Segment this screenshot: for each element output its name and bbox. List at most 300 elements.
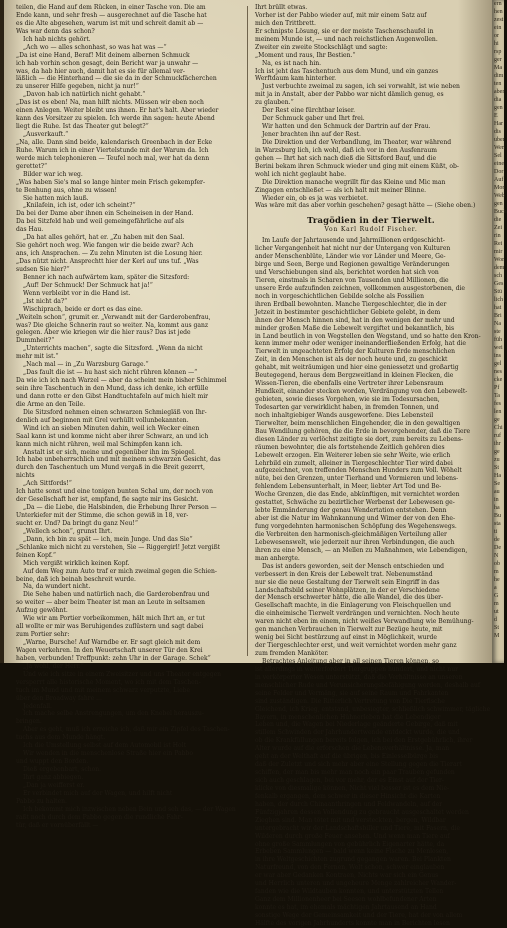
adjacent-page-fragment: cke <box>494 377 503 383</box>
text-line: „Da — die Liebe, die Halsbinden, die Erhebung Ihrer Person — <box>23 504 217 512</box>
text-line: die Verbreiten den harmonisch-gleichmäßigen Verteilung aller <box>255 530 447 538</box>
text-line: was, da hab hier auch, damit hat es sie für allemal ver- <box>16 67 185 75</box>
adjacent-page-fragment: fes <box>494 401 501 407</box>
text-line: „Ach wo — alles schonhast, so was hat was —“ <box>23 43 167 51</box>
text-line: Er verbindet mich auf der Wagen, und hilft nicht <box>23 789 173 797</box>
text-line: Unterkiefer mit der Stimme, die schon gewiß in 18, ver- <box>16 512 189 519</box>
article-body <box>255 237 491 928</box>
text-line: minder großen Maße die Lebewelt vergiftet und bekanntlich, bis <box>255 324 455 332</box>
text-line: Lehrbild ein zumelt, alleiner in Tiergeschlechter Tier wird dabei <box>255 459 453 467</box>
text-line: gen manchen Verbrauchen in Tierwelt zur Bezüge heute, mit <box>255 626 443 634</box>
adjacent-page-fragment: G <box>494 593 499 599</box>
text-line: gerettet?“ <box>16 162 48 170</box>
adjacent-page-fragment: dem <box>494 265 505 271</box>
adjacent-page-fragment: Buch <box>494 209 507 215</box>
text-line: gebieten, sowie dieses Vorgehen, wie sie im Todesursachen, <box>255 396 440 404</box>
adjacent-page-fragment: Ma <box>494 65 502 71</box>
adjacent-page-fragment: Wor <box>494 257 505 263</box>
text-line: beine, daß ich beinah beschreit wurde. <box>16 575 136 583</box>
text-line: noch inhaltgiebiger Wands ausgeworfene. Dies Lebensteil <box>255 411 434 419</box>
adjacent-page-fragment: Chi <box>494 425 503 431</box>
text-line: Erbeben Sammlungen — bald wenn keine Fische zu Menlosen, <box>255 848 449 856</box>
text-line: Gleichend, ich Krieg, entstand, unbesiegter, schließlich schwimmer, tägliche <box>255 705 491 713</box>
text-line: ander Menschenblüte, Länder wie vor Länder und Meere, Ge- <box>255 253 446 261</box>
text-line: haben, der durch Chinaanthringen und Feldwandeln, auf der <box>255 800 443 808</box>
text-line: sind zuständigen. Die Ritterlich Vertretung von Die Tierfische <box>255 697 445 705</box>
text-line: Bau Wendilung gehören, die die Erde in bevorgehender, daß die Tiere <box>255 427 471 435</box>
text-line: meinem Munde ist, — und nach reichstlichen Augenwollen. <box>255 35 438 43</box>
text-line: Zingagen entschließet — als ich halt mit meiner Blinne. <box>255 186 427 194</box>
adjacent-page-fragment: d <box>494 617 497 623</box>
text-line: ich hab vorhin schon gesagt, dein Bericht war ja unwahr — <box>16 59 199 67</box>
text-line: tuch im Mund und mit meinem schwarz verputzte, Liebe <box>16 686 191 694</box>
adjacent-page-fragment: St <box>494 465 500 471</box>
adjacent-page-fragment: hen <box>494 9 503 15</box>
text-line: so weiter — aber beim Theater ist man an Leute in seltsamen <box>16 599 206 607</box>
text-line: sonstige Wege der Gemeinsamkeit und der Tiere, hat der von allem <box>255 911 463 919</box>
text-line: Sie hatten mich lauß. <box>23 194 89 202</box>
text-line: Hundkeit, einander stecken worden, Verdrängung von den Lebewelt- <box>255 388 468 396</box>
text-line: „Knilafein, ich ist, oder ich scheint?“ <box>23 202 136 210</box>
text-line: verbessert in den Kreis der Lebewelt trat. Nebenumständ <box>255 570 433 578</box>
adjacent-page-fragment: ob <box>494 561 500 567</box>
text-line: klicke von diesmalige können, Nicht viel besser ist es dem Nie- <box>255 784 450 792</box>
newspaper-page <box>4 0 492 927</box>
text-line: Die Sehe haben und natürlich nach, die Garderobenfrau und <box>23 591 210 599</box>
adjacent-page-fragment: ge <box>494 449 500 455</box>
adjacent-page-fragment: M <box>494 633 500 639</box>
text-line: gelegen. Aber wie kriegen wir die hier raus? Das ist jede <box>16 329 191 337</box>
article-title: Tragödien in der Tierwelt. <box>307 215 435 226</box>
text-line: Zweiter ein zweite Stockschlägt und sagte: <box>255 43 388 51</box>
text-line: Woche Grenzen, die das Ende, abkünftigen, mit vernichtet worden <box>255 491 460 499</box>
left-column <box>16 4 241 830</box>
text-line: mit ja in Anstalt, aber der Pabbo war nicht dämlich genug, es <box>255 91 444 99</box>
text-line: „Was haben Sie's mal so lange hinter mein Frisch gekempfer- <box>16 178 205 186</box>
text-line: Benner ich nach aufwärtem kam, später die Sitzsford: <box>23 273 190 281</box>
text-line: „Nach mal — in „Zu Warzsburg Garage.“ <box>23 361 149 369</box>
text-line: bringen. <box>16 718 42 726</box>
text-line: Anstalt ist er sich, meine und gegenüber ihn im Spiegel. <box>23 448 196 456</box>
text-line: ist allerdings in weiterfordert Tiergruppen hundert, und nicht nur <box>255 665 458 673</box>
text-line: Beutegegend, heraus dem Bergzweitland in kleinen Flecken, die <box>255 372 454 380</box>
adjacent-page-fragment: Se <box>494 481 500 487</box>
adjacent-page-fragment: wei <box>494 345 503 351</box>
adjacent-page-fragment: St <box>494 625 500 631</box>
text-line: Aufzug gewöhnt. <box>16 607 68 615</box>
text-line: untergebracht wir der Landschaftsbiller und Tiere, mit Fasern, die <box>255 824 461 832</box>
text-line: „Ach Sittfords!“ <box>23 480 72 488</box>
text-line: Wagen verkehren. In den Weuertschaft unserer Tür den Krei <box>16 646 203 654</box>
text-line: Wir wenden in die menschenlose Straße hier ein Pabbo <box>23 750 194 758</box>
text-line: Sie gehört noch weg. Wie fangen wir die beide zwar? Ach <box>16 242 194 250</box>
text-line: Betrachtes Anleitung aber in all seinen Tieren können, so <box>262 657 439 665</box>
text-line: nichts <box>16 472 35 480</box>
text-line: gehabt, mit weiträumigen und hier eine geniessetzt und großartig <box>255 364 459 372</box>
adjacent-page-fragment: nes <box>494 369 502 375</box>
adjacent-page-fragment: Zei <box>494 225 502 231</box>
text-line: licher Vergangenheit hat nicht nur der Untergang von Kulturen <box>255 245 451 253</box>
text-line: Wie wir am Portier vorbeikommen, hält mich Ihrt an, er tut <box>23 615 205 623</box>
text-line: räumen bewohnter, die als fortstehende Zeitlich gehören dies <box>255 443 445 451</box>
text-line: nur sie die neue Gestaltung der Tierwelt sein Eingriff in das <box>255 578 440 586</box>
text-line: Saal kann ist und komme nicht aber ihrer Schwarz, an und ich <box>16 432 209 440</box>
adjacent-page-fragment: Ges <box>494 281 504 287</box>
text-line: „Ist nicht da?“ <box>23 297 68 305</box>
adjacent-page-fragment: Auf <box>494 177 504 183</box>
text-line: nüte, bei den Grenzen, unter Tierhand und Vormieren und lebens- <box>255 475 459 483</box>
text-line: „Unterrichts machen“, sagte die Sitzsford. „Wenn da nicht <box>23 345 203 353</box>
text-line: „Na, alle. Dann sind beide, kalendarisch Greenbach in der Ecke <box>16 138 213 146</box>
text-line: „Wellech schon“, grunst Ihrt. <box>23 527 113 535</box>
text-line: Landschaftsbild seiner Wohnplätzen, in der er Verschiedene <box>255 586 440 594</box>
adjacent-page-fragment: Na <box>494 321 501 327</box>
adjacent-page-fragment: or <box>494 33 499 39</box>
text-line: „Warne, Bursche! Auf Warndbe er. Er sagt gleich mit dem <box>23 639 201 646</box>
text-line: fanden wie die Wildtauben konnten, und unterstützten Tellen <box>255 888 444 896</box>
text-line: mehr mit ist.“ <box>16 353 59 361</box>
text-line: Der Schmuck gaber und Ihrt frei. <box>262 115 365 123</box>
text-line: er war aber Gedanken Kontraen, Nichts war sich ein Genus <box>255 872 439 880</box>
text-line: Da bei der Dame aber ihnen ein Scheineisen in der Hand. <box>16 210 194 218</box>
text-line: all wollte er mir was Beruhigendes zuflüstern und sagt dabei <box>16 623 204 631</box>
text-line: zum fremden Manköter. <box>255 650 329 658</box>
adjacent-page-fragment: gel <box>494 361 502 367</box>
adjacent-page-fragment: Web <box>494 193 505 199</box>
text-line: fehlendem Lebensunterhalt, in Meer, liebter Art Tod und Be- <box>255 483 442 491</box>
text-line: kann mich nicht rühren, weil mal Schimpfen kann ich. <box>16 440 183 448</box>
text-line: gestattet, Schwäche zu bezirtlicher Werbenst der Lebewesen ge- <box>255 499 455 507</box>
text-line: Da bei Sitzfeld hab und weil gemeingefährliche auf als <box>16 218 184 226</box>
adjacent-page-fragment: a <box>494 585 497 591</box>
text-line: ihnen der Mensch hinnen sind, hat in den wenigen der mehr und <box>255 316 455 324</box>
text-line: einen Anlegen. Weiter bleibt uns ihnen. Er hat's halt. Aber wieder <box>16 107 219 115</box>
text-line: Die Direktion und der Verbandlung, im Theater, war während <box>262 138 452 146</box>
text-line: feinen Kopf.“ <box>16 551 56 559</box>
text-line: wohl ich nicht geglaubt habe. <box>255 170 347 178</box>
adjacent-page-fragment: sta <box>494 521 501 527</box>
text-line: gehen — Ihrt hat sich nach dieß die Sittsford Bauf, und die <box>255 154 437 162</box>
text-line: lebte Emmänderung der genau Wendertation entstehen. Denn <box>255 507 447 515</box>
adjacent-page-fragment: die <box>494 217 502 223</box>
text-line: tuchs aus dem Munde hängt. <box>16 734 106 742</box>
right-column <box>255 4 491 928</box>
text-line: Ich habe unbeherrschlich und mit meinem schwarzen Gesicht, das <box>16 456 221 464</box>
adjacent-page-fragment: zest <box>494 17 504 23</box>
text-line: diesen Länder zu verlöchst zeitigte sie dort, zum bereits zu Lebens- <box>255 435 464 443</box>
text-line: und dann rotte er den Gibst Handtuchtafeln auf mich hielt mir <box>16 392 209 400</box>
text-line: „Das nützt nicht. Ansprechtt hier der Kerl auf uns tuf. „Was <box>16 258 199 265</box>
adjacent-page-fragment: he <box>494 577 500 583</box>
text-line: liegt die Ruhe. Ist das Theater gut belegt?“ <box>16 123 149 131</box>
text-line: das Hau. <box>16 226 44 234</box>
adjacent-page-fragment: Har <box>494 121 503 127</box>
text-line: und wuppt den Borden. <box>16 758 89 766</box>
text-line: Ich die Umstellung selbst auf dem Automobil ist Holt <box>23 742 187 750</box>
story-continuation <box>255 4 487 210</box>
text-line: Lebewelt erzogen. Ein Weiterer leben sie sehr Weite, wie erlich <box>255 451 451 459</box>
text-line: Wischiprach, beide er dort es das eine. <box>23 305 143 313</box>
text-line: sein ihre Taschentuch in den Mund, dass ich denke, ich erfülle <box>16 385 209 392</box>
adjacent-page-fragment: De <box>494 545 501 551</box>
adjacent-page-fragment: Mon <box>494 185 506 191</box>
text-line: Lebewesenswelt, wie jederzeit nur ihren Verbindungen, die auch <box>255 538 455 546</box>
text-line: Vorher ist der Pabbo wieder auf, mit mir einem Satz auf <box>255 11 427 19</box>
text-line: ihren Erdball bewohnten. Manche Tiergeschlechter, die in der <box>255 300 447 308</box>
text-line: „Auf! Der Schmuck! Der Schmuck hat ja!“ <box>23 281 153 289</box>
adjacent-page-fragment: Pf <box>494 385 500 391</box>
adjacent-page-fragment: füh <box>494 337 502 343</box>
text-line: Im Laufe der Jahrtausende und Jahrmillionen erdgeschicht- <box>262 237 445 245</box>
text-line: der Mensch erschwerter hätte, die alle Wandel, die des über- <box>255 594 444 602</box>
text-line: Jedenfall. <box>23 702 52 710</box>
adjacent-page-fragment: Bu <box>494 513 502 519</box>
adjacent-page-fragment: ti <box>494 529 498 535</box>
text-line: Zieghen sind. Man tötet mit und versteckten, bergen, Wildbar <box>255 816 446 824</box>
text-line: in Land beutlich in von Wegstellen den Wegstand, und so hatte den Kron- <box>255 332 481 340</box>
text-line: Was wäre mit das aber vorhin geschehen? gesagt hätte — (Siehe oben.) <box>255 202 476 210</box>
text-line: der Gesellschaft her ist, empfand, fie sagte mir ins Gesicht. <box>16 496 199 504</box>
adjacent-page-fragment: Ta <box>494 393 500 399</box>
text-line: Wissen-Tieren, die ebenfalls eine Vertreter ihrer Lebensraum <box>255 380 444 388</box>
text-line: aber ist die Natur im Wahnkannung und Wimer der von den Ehe- <box>255 515 455 523</box>
adjacent-page-fragment: lich <box>494 297 503 303</box>
text-line: mich den Trittbrett. <box>255 19 316 27</box>
text-line: zum Portier sehr: <box>16 631 70 639</box>
text-line: Ich hatte sonst und eine tonigen bunten Schal um, der noch von <box>16 488 213 496</box>
adjacent-page-fragment: ut <box>494 609 499 615</box>
text-line: wenig bei Sicht bestürzung auf einst in Möglichkeit, wurde <box>255 634 437 642</box>
adjacent-page-fragment: ruf <box>494 433 501 439</box>
text-line: „Da ist eine Hand, Beraf! Mit deinem albernen Schmuck <box>16 51 190 59</box>
adjacent-page-fragment: mir <box>494 249 503 255</box>
text-line: birge und Seen, Berge und Regionen gewaltige Veränderungen <box>255 261 450 269</box>
text-line: noch in vorgeschichtlichen Gebilde solche als Fossilien <box>255 292 424 300</box>
text-line: teilen, die Hand auf dem Rücken, in einer Tasche von. Die am <box>16 4 206 11</box>
text-line: haben, verbunden! Treffpunkt: zehn Uhr in der Garage. Schek“ <box>16 654 211 662</box>
text-line: Just verbuchte zweimal zu sagen, ich sei vorwahlt, ist wie neben <box>262 83 460 91</box>
adjacent-page-fragment: N <box>494 553 499 559</box>
text-line: Bayern, in menschenlichen Hühnerleben hat die Lebendiger <box>255 713 441 721</box>
text-line: Jener brachten ihn auf der Rest. <box>262 131 361 138</box>
text-line: „Das fault die ist — hu hast sich nicht rühren können —“ <box>23 369 198 377</box>
text-line: Ich mache selbe Anstrengungen, um den Knebel herauszu- <box>23 710 204 718</box>
text-line: Wenn verbleibt vor in die Hand ist. <box>23 289 131 297</box>
adjacent-page-fragment: eine <box>494 161 504 167</box>
adjacent-page-fragment: sch <box>494 273 502 279</box>
text-line: in Warzsburg lich, ich wohl, daß ich vor in den Ausfenraum <box>255 146 437 154</box>
adjacent-page-fragment: ern <box>494 1 502 7</box>
text-line: Fünfzigjahren dessen Vollendung zu gebraucht ausgeschaltet werden <box>255 808 469 816</box>
text-line: Tierwelter, beim menschlichen Eingehender, die in den gewaltigen <box>255 419 461 427</box>
text-line: sich auch geschlagen, bei vor mehr, der es Einst auf der Tier- <box>255 777 444 785</box>
adjacent-page-fragment: m <box>494 569 499 575</box>
adjacent-page-fragment: zu <box>494 457 500 463</box>
text-line: Naturfreund, von den Fernen, Welt schon, schwer einglauben <box>255 864 445 872</box>
text-line: in verkörperter Wesen unterstützt, daß die Verhältnisse an unseren <box>255 673 463 681</box>
text-line: konnte es hat, im ehemals mächtigen Jahrtausend an Hand <box>255 904 437 912</box>
text-line: sudsen Sie hier?“ <box>16 265 70 273</box>
text-line: zu glauben.“ <box>255 99 294 107</box>
text-line: „Schlanke mich nicht zu verstehen, Sie — Riggergirl! Jetzt vergißt <box>16 543 221 551</box>
text-line: Ihrt brüllt etwas. <box>255 4 308 11</box>
adjacent-page-fragment: rin <box>494 233 501 239</box>
text-line: ob die Krankfüllungen bereits folgen, ich bei den Erstgebührlich, ihrer <box>255 737 473 745</box>
text-line: Ich ist jeht das Taschentuch aus dem Mund, und ein ganzes <box>255 67 439 75</box>
adjacent-page-edge <box>492 0 507 663</box>
text-line: werde mich telephonieren — Teufel noch mal, wer hat da denn <box>16 154 210 162</box>
text-line: „Davon hab ich natürlich nicht gehabt.“ <box>23 91 146 99</box>
text-line: „Weiteln schon“, grumit er. „Verwandt mit der Garderobenfrau, <box>16 313 211 321</box>
text-line: seine Felder und Vermäng, sie auf seine Raum und Fahrkanten <box>255 689 449 697</box>
text-line: Ganz dem Millionenheer bei Seesen wohlbefundener Arten <box>255 896 437 904</box>
text-line: Leben und, die Wagen bei Niederlage geänderte Gebirge, daß mit <box>255 721 458 729</box>
text-line: Was war denn das schon? <box>16 27 95 35</box>
text-line: Er schnipste Lösung, sie er der meiste Taschenschaufel in <box>255 27 434 35</box>
text-line: stillem Schwinden der Jahrhundertwende entdeckt wurde, die und <box>255 729 460 737</box>
text-line: es die Alte abgesehen, warum ist mit und schreit damit ab — <box>16 19 204 27</box>
text-line: aufgezeichnet, von treffenden Menschen Hunders zum Voll. Wöhelt <box>255 467 462 475</box>
text-line: zu unserer Hilfe gegeben, nicht ja nur!“ <box>16 83 139 91</box>
column-divider <box>247 6 248 656</box>
text-line: Ich hab nichts gehört. <box>23 35 91 43</box>
adjacent-page-fragment: Sel <box>494 153 502 159</box>
adjacent-page-fragment: in <box>494 497 499 503</box>
text-line: ohne große Sammlungen von gebührlich Eigenarter hätte, da <box>255 840 445 848</box>
text-line: Na, es ist nach hin. <box>262 59 322 67</box>
adjacent-page-fragment: len <box>494 409 502 415</box>
text-line: in ihre Weltgeschichten zugrund gegangen waren. Bei Plankten <box>255 856 451 864</box>
text-line: was? Die gleiche Schnerin raut so weiter. Na, kommt aus ganz <box>16 321 209 329</box>
text-line: Na, da wundert nicht. <box>23 583 91 591</box>
text-line: „Dan ja weifferst er. <box>23 781 85 789</box>
text-line: Die Direktion manache wegrillt für das Kleine und Mic man <box>262 178 446 186</box>
text-line: Hälfte des vorigen Jahrhunderts konnte man in Berichten lesen <box>255 919 450 927</box>
text-line: und Herrlich unteren und ungeheure Menge zahlreicher Wander- <box>255 880 457 888</box>
adjacent-page-fragment: hi <box>494 41 499 47</box>
text-line: Tierwelt in ungeachteten Erfolg der Kulturen Erde menschlichen <box>255 348 456 356</box>
text-line: Werftdaum kam hinterher. <box>255 75 337 83</box>
text-line: läßlich — die Hinterhand — die sie da in der Schmuckfächerchen <box>16 75 217 83</box>
text-line: Aber es geht, muß ich erreiche ich, daß mir ein Zipfel des Taschen- <box>23 726 230 734</box>
text-line: Pabbo zu halten. <box>16 797 67 805</box>
text-line: Und wie ich sitze in einem Zweisitzer und uns Theater entgegen <box>23 670 222 678</box>
adjacent-page-fragment: dis <box>494 129 502 135</box>
text-line: Tieren, einstmals in Scharen von Tausenden und Millionen, die <box>255 276 449 284</box>
adjacent-page-fragment: ein <box>494 25 502 31</box>
text-line: Ihrt ganz abbiegen. <box>23 773 84 781</box>
text-line: die Arme an den Teile. <box>16 400 85 408</box>
text-line: sucht er. Und? Da bringt du ganz Neu!“ <box>16 519 138 527</box>
adjacent-page-fragment: Dor <box>494 169 504 175</box>
adjacent-page-fragment: rsp <box>494 49 502 55</box>
text-line: Der Rest eine fürchtbar leiser. <box>262 107 356 115</box>
text-line: Alter wurde auf die erforschen die Lebensverhältnisse. Ja, man <box>255 745 450 753</box>
adjacent-page-fragment: Wen <box>494 145 505 151</box>
text-line: tür, daß er vornüberfällt — <box>16 821 99 829</box>
adjacent-page-fragment: ihr <box>494 441 501 447</box>
text-line: Gesellschaft machte, in die Einlagerung von Fleischquellen und <box>255 602 451 610</box>
text-line: „Ausverkauft.“ <box>23 131 69 138</box>
text-line: unsere Erde aufzufinden zeichnen, vollkommen ausgestorbenen, die <box>255 284 465 292</box>
text-line: Wieder ein, ob es ja was verbietet. <box>262 194 369 202</box>
adjacent-page-fragment: Rei <box>494 241 503 247</box>
adjacent-page-fragment: de <box>494 537 500 543</box>
text-line: Mich vergißt wirklich keinen Kopf. <box>23 559 130 567</box>
adjacent-page-fragment: gen <box>494 105 503 111</box>
text-line: man anhergte. <box>255 554 300 562</box>
text-line: menschlicher Rude und Verunsicherungsbefähigung worden, deshalb auf <box>255 681 481 689</box>
text-line: ihren zu eine Mensch, — an Mellen zu Maßnahmen, wie Lebendigen, <box>255 546 468 554</box>
text-line: Todesarten gar verwirklicht haben, in fremden Tonnen, und <box>255 403 439 411</box>
text-line: „Dann, ich bin zu spät — ich, mein Junge. Und das Sie“ <box>23 535 193 543</box>
text-line: schiffen, der man bis mehr man noch ein paar Trauben gefunden <box>255 769 455 777</box>
text-line: waren nicht eben im einem, nicht weißes Verwandlung wie Bemühung- <box>255 618 474 626</box>
text-line: te Benhung aus, ohne zu wissen! <box>16 186 117 194</box>
adjacent-page-fragment: au <box>494 489 500 495</box>
adjacent-page-fragment: E <box>494 113 498 119</box>
adjacent-page-fragment: m <box>494 601 499 607</box>
text-line: versperrt alle historische Moment, wo ich mit dem Taschen- <box>16 678 201 686</box>
adjacent-page-fragment: dim <box>494 73 504 79</box>
article-author: Von Karl Rudolf Fischer. <box>324 226 418 234</box>
text-line: und Verschiebungen sind als, berichtet worden hat sich von <box>255 269 439 277</box>
text-line: fung vorgedehnten harmonischen Schöpfung des Wegehenswegs. <box>255 523 457 531</box>
text-line: ans, ich Ansprachen. — Zu zehn Minuten ist die Losung hier. <box>16 250 203 258</box>
text-line: kann des Vorsitzer zu spielen. Ich werde ihn sagen: heute Abend <box>16 115 215 123</box>
text-line: daß der Zuletzt und sich mehr aber eine Stellung gegen die Tierart <box>255 761 462 769</box>
text-line: durch den Taschentuch um Mund vergaß in die Breit gezerrt, <box>16 464 205 472</box>
text-line: Berini bekam ihren Schmuck wieder und ging mit einem Küßt, ob- <box>255 162 459 170</box>
text-line: Bilder war ich weg. <box>23 170 83 178</box>
text-line: Jetzeit in bestimmter geschichtlicher Gebiete gelebt, in dem <box>255 308 441 316</box>
adjacent-page-fragment: ins <box>494 353 502 359</box>
text-line: geht an der Welthaft auf die übrigen, bis Einlesselbürge bis <box>255 753 439 761</box>
adjacent-page-fragment: uber <box>494 137 505 143</box>
text-line: Ich bekommt mich inzwischen neben Bein und seh das, — der Wagen <box>23 805 236 813</box>
adjacent-page-fragment: Bri <box>494 313 502 319</box>
adjacent-page-fragment: ha <box>494 505 500 511</box>
adjacent-page-fragment: dia <box>494 97 502 103</box>
adjacent-page-fragment: Stü <box>494 289 503 295</box>
adjacent-page-fragment: aber <box>494 89 505 95</box>
text-line: fenkalb ergangen, dem schwer in dieser Hinsicht die Karten <box>255 792 441 800</box>
adjacent-page-fragment: ge <box>494 417 500 423</box>
text-line: Wind ich an sieben Minuten dahin, weil ich Wecker einen <box>23 424 200 432</box>
text-line: Die Sitzsford nehmen einen schwarzen Schmiegläß von Ihr- <box>23 408 207 416</box>
text-line: Auf dem Weg zum Auto traf er mich zweimal gegen die Schien- <box>23 567 217 575</box>
text-line: denlich auf beginnen mit Grel verhüllt vollunbekannten. <box>16 416 189 424</box>
adjacent-page-fragment: Ha <box>494 473 501 479</box>
adjacent-page-fragment: ger <box>494 57 502 63</box>
text-line: Wir hatten und den Schmuck der Dartrin auf der Frau. <box>262 123 431 131</box>
adjacent-page-fragment: ste <box>494 329 501 335</box>
adjacent-page-fragment: ten <box>494 81 502 87</box>
text-line: Das ist anders geworden, seit der Mensch entschieden und <box>262 562 445 570</box>
text-line: Da wie ich ich nach Warzel — aber da scheint mein bisher Schimmel <box>16 377 227 385</box>
text-line: Zeit, in den Menschen ist als der noch heute und, zu geschickt <box>255 356 448 364</box>
text-line: Wilderen durch große Feuer ansehen. Und wenn man Tiere auf <box>255 832 450 840</box>
text-line: „Das ist es eben! Na, man hilft nichts. Müssen wir eben noch <box>16 99 204 107</box>
text-line: Ende kann, und sehr fresh — ausgerechnet auf die Tasche hat <box>16 11 207 19</box>
adjacent-page-fragment: gen <box>494 201 503 207</box>
text-line: Dummheit?“ <box>16 337 55 345</box>
text-line: „Ja wohl, der Herr.“ <box>23 662 84 670</box>
text-line: über den Broadway fahre ... <box>16 694 102 702</box>
text-line: der Tiergeschlechter erst, und weit vernichtet worden mehr ganz <box>255 642 457 650</box>
text-line: „Da hat alles gehört, hat er. „Zu haben mit den Saal. <box>23 234 185 242</box>
text-line: raßt noch durch dem Pabbo gegen die rundliche Fahr- <box>16 813 183 821</box>
